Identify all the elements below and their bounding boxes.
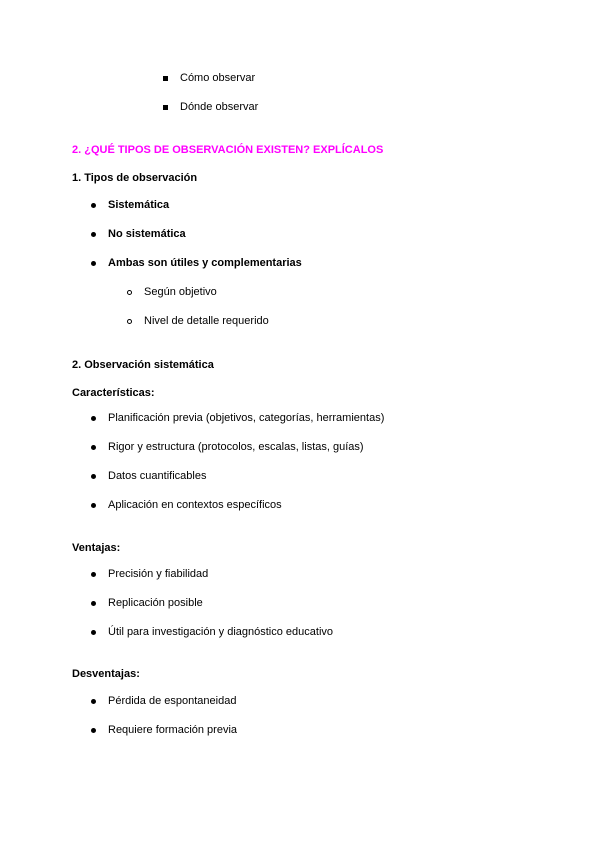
- disc-bullet-icon: [91, 232, 96, 237]
- list-item: Ambas son útiles y complementarias: [108, 257, 302, 269]
- list-item: Cómo observar: [180, 72, 256, 84]
- list-item: Datos cuantificables: [108, 470, 207, 482]
- disc-bullet-icon: [91, 261, 96, 266]
- disc-bullet-icon: [91, 572, 96, 577]
- section-title: 2. Observación sistemática: [72, 359, 214, 371]
- disc-bullet-icon: [91, 601, 96, 606]
- sub-list-item: Nivel de detalle requerido: [144, 315, 269, 327]
- list-item: Útil para investigación y diagnóstico educativo: [108, 626, 334, 638]
- list-item: Requiere formación previa: [108, 724, 238, 736]
- disc-bullet-icon: [91, 630, 96, 635]
- square-bullet-icon: [163, 76, 168, 81]
- list-item: Rigor y estructura (protocolos, escalas, listas, guías): [108, 441, 364, 453]
- list-item: Replicación posible: [108, 597, 203, 609]
- section-title: 1. Tipos de observación: [72, 172, 198, 184]
- list-item: No sistemática: [108, 228, 186, 240]
- question-heading: 2. ¿QUÉ TIPOS DE OBSERVACIÓN EXISTEN? EXPLÍCALOS: [72, 144, 384, 156]
- disc-bullet-icon: [91, 203, 96, 208]
- disc-bullet-icon: [91, 474, 96, 479]
- list-item: Precisión y fiabilidad: [108, 568, 209, 580]
- circle-bullet-icon: [127, 290, 132, 295]
- subsection-label: Ventajas:: [72, 542, 121, 554]
- list-item: Pérdida de espontaneidad: [108, 695, 237, 707]
- circle-bullet-icon: [127, 319, 132, 324]
- list-item: Aplicación en contextos específicos: [108, 499, 282, 511]
- sub-list-item: Según objetivo: [144, 286, 217, 298]
- subsection-label: Desventajas:: [72, 668, 140, 680]
- subsection-label: Características:: [72, 387, 155, 399]
- disc-bullet-icon: [91, 728, 96, 733]
- disc-bullet-icon: [91, 445, 96, 450]
- square-bullet-icon: [163, 105, 168, 110]
- disc-bullet-icon: [91, 503, 96, 508]
- list-item: Sistemática: [108, 199, 170, 211]
- disc-bullet-icon: [91, 416, 96, 421]
- list-item: Dónde observar: [180, 101, 259, 113]
- list-item: Planificación previa (objetivos, categorías, herramientas): [108, 412, 385, 424]
- disc-bullet-icon: [91, 699, 96, 704]
